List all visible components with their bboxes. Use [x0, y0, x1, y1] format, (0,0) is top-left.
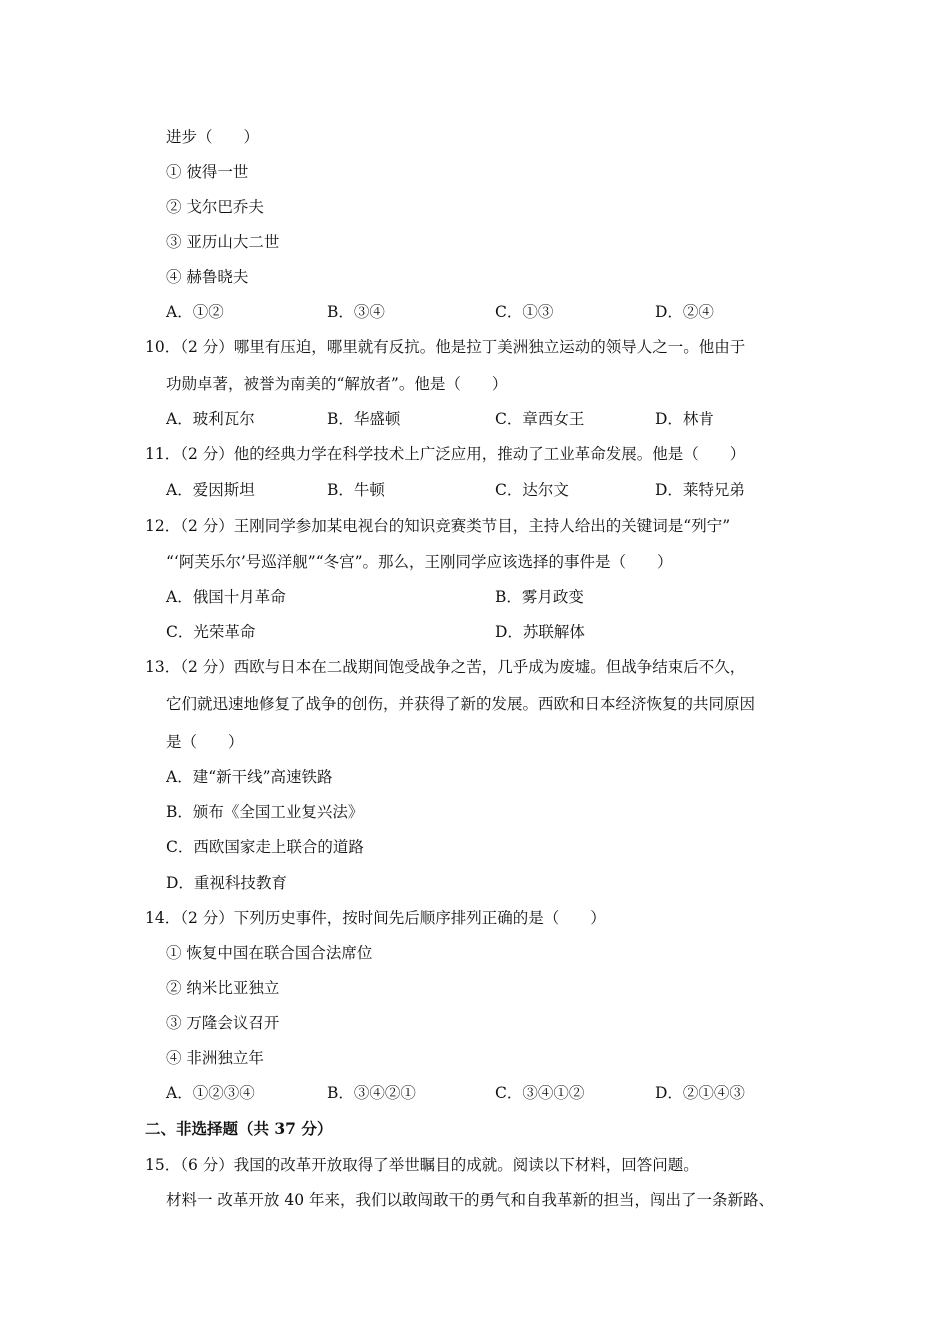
- q13-option-a: A．建“新干线”高速铁路: [166, 768, 333, 786]
- q9-item-1: ① 彼得一世: [166, 163, 249, 181]
- q14-item-2: ② 纳米比亚独立: [166, 979, 280, 997]
- q11-option-b: B．牛顿: [327, 481, 385, 499]
- q11-option-a: A．爱因斯坦: [166, 481, 255, 499]
- q12-stem-line-1: 12．（2 分）王刚同学参加某电视台的知识竞赛类节目，主持人给出的关键词是“列宁”: [145, 517, 731, 535]
- q14-option-a: A．①②③④: [166, 1084, 255, 1102]
- q12-stem-line-2: “‘阿芙乐尔’号巡洋舰”“冬宫”。那么，王刚同学应该选择的事件是（ ）: [166, 553, 673, 571]
- q10-option-b: B．华盛顿: [327, 410, 401, 428]
- q9-item-3: ③ 亚历山大二世: [166, 233, 280, 251]
- q12-option-d: D．苏联解体: [495, 623, 585, 641]
- q9-option-d: D．②④: [655, 303, 714, 321]
- q15-stem-line-1: 15．（6 分）我国的改革开放取得了举世瞩目的成就。阅读以下材料，回答问题。: [145, 1156, 699, 1174]
- q9-item-4: ④ 赫鲁晓夫: [166, 268, 249, 286]
- q11-stem-line-1: 11．（2 分）他的经典力学在科学技术上广泛应用，推动了工业革命发展。他是（ ）: [145, 445, 746, 463]
- q12-option-a: A．俄国十月革命: [166, 588, 286, 606]
- q13-option-b: B．颁布《全国工业复兴法》: [166, 803, 364, 821]
- q15-material-1: 材料一 改革开放 40 年来，我们以敢闯敢干的勇气和自我革新的担当，闯出了一条新路、: [166, 1191, 775, 1209]
- q12-option-b: B．雾月政变: [495, 588, 584, 606]
- q11-option-d: D．莱特兄弟: [655, 481, 745, 499]
- q10-option-c: C．章西女王: [495, 410, 585, 428]
- q14-stem-line-1: 14．（2 分）下列历史事件，按时间先后顺序排列正确的是（ ）: [145, 909, 606, 927]
- q12-option-c: C．光荣革命: [166, 623, 256, 641]
- section-title: 二、非选择题（共 37 分）: [145, 1119, 333, 1138]
- q9-option-b: B．③④: [327, 303, 385, 321]
- q13-stem-line-1: 13．（2 分）西欧与日本在二战期间饱受战争之苦，几乎成为废墟。但战争结束后不久，: [145, 658, 746, 676]
- q11-option-c: C．达尔文: [495, 481, 569, 499]
- q14-option-b: B．③④②①: [327, 1084, 416, 1102]
- q10-stem-line-1: 10．（2 分）哪里有压迫，哪里就有反抗。他是拉丁美洲独立运动的领导人之一。他由于: [145, 338, 746, 356]
- q14-item-4: ④ 非洲独立年: [166, 1049, 264, 1067]
- q13-stem-line-2: 它们就迅速地修复了战争的创伤，并获得了新的发展。西欧和日本经济恢复的共同原因: [166, 695, 756, 713]
- q14-option-c: C．③④①②: [495, 1084, 585, 1102]
- q10-option-d: D．林肯: [655, 410, 714, 428]
- q9-stem-continuation: 进步（ ）: [166, 128, 260, 146]
- q10-stem-line-2: 功勋卓著，被誉为南美的“解放者”。他是（ ）: [166, 375, 508, 393]
- q14-item-3: ③ 万隆会议召开: [166, 1014, 280, 1032]
- q13-option-d: D．重视科技教育: [166, 874, 287, 892]
- q9-option-a: A．①②: [166, 303, 224, 321]
- q9-option-c: C．①③: [495, 303, 554, 321]
- q10-option-a: A．玻利瓦尔: [166, 410, 255, 428]
- q9-item-2: ② 戈尔巴乔夫: [166, 198, 264, 216]
- q14-item-1: ① 恢复中国在联合国合法席位: [166, 944, 373, 962]
- q13-option-c: C．西欧国家走上联合的道路: [166, 838, 364, 856]
- q14-option-d: D．②①④③: [655, 1084, 745, 1102]
- q13-stem-line-3: 是（ ）: [166, 733, 244, 751]
